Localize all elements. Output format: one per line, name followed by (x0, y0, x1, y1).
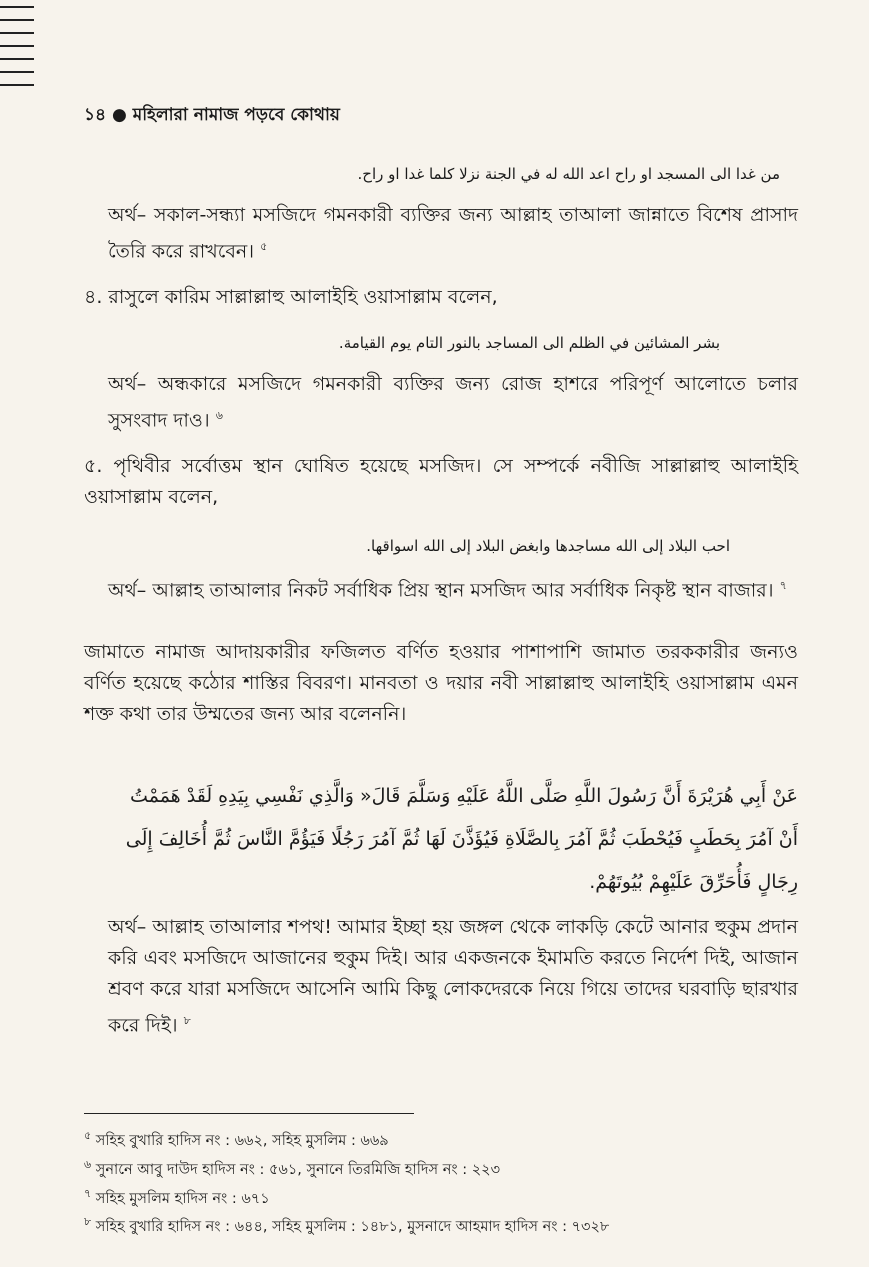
meaning-1 (108, 200, 798, 267)
arabic-quote-5: احب البلاد إلى الله مساجدها وابغض البلاد إلى الله اسواقها. (366, 537, 730, 555)
header-bullet: ● (111, 105, 127, 125)
meaning-label: অর্থ– (108, 373, 147, 395)
point-text: রাসুলে কারিম সাল্লাল্লাহু আলাইহি ওয়াসাল্লাম বলেন, (108, 286, 498, 308)
meaning-label: অর্থ– (108, 579, 147, 602)
hadith-meaning (108, 912, 798, 1041)
point-4 (84, 282, 798, 313)
page-number: ১৪ (84, 105, 107, 125)
footnote-ref: ৮ (183, 1014, 191, 1027)
meaning-4 (108, 369, 798, 436)
footnote: $^৮$ সহিহ বুখারি হাদিস নং : ৬৪৪, সহিহ মুসলিম : ১৪৮১, মুসনাদে আহমাদ হাদিস নং : ৭৩২৮ (84, 1215, 610, 1236)
footnote-ref: ৭ (779, 579, 787, 592)
header-title: মহিলারা নামাজ পড়বে কোথায় (132, 105, 340, 125)
meaning-text: অন্ধকারে মসজিদে গমনকারী ব্যক্তির জন্য রোজ হাশরে পরিপূর্ণ আলোতে চলার সুসংবাদ দাও। (108, 373, 798, 432)
point-text: পৃথিবীর সর্বোত্তম স্থান ঘোষিত হয়েছে মসজিদ। সে সম্পর্কে নবীজি সাল্লাল্লাহু আলাইহি ওয়াসাল্লাম বলেন, (84, 455, 798, 508)
body-paragraph: জামাতে নামাজ আদায়কারীর ফজিলত বর্ণিত হওয়ার পাশাপাশি জামাত তরককারীর জন্যও বর্ণিত হয়েছে কঠোর শাস্তির বিবরণ। মানবতা ও দয়ার নবী সাল্লাল্লাহু আলাইহি ওয়াসাল্লাম এমন শক্ত কথা তার উম্মতের জন্য আর বলেননি। (84, 641, 798, 725)
meaning-text: আল্লাহ তাআলার শপথ! আমার ইচ্ছা হয় জঙ্গল থেকে লাকড়ি কেটে আনার হুকুম প্রদান করি এবং মসজিদে আজানের হুকুম দিই। আর একজনকে ইমামতি করতে নির্দেশ দিই, আজান শ্রবণ করে যারা মসজিদে আসেনি আমি কিছু লোকদেরকে নিয়ে গিয়ে তাদের ঘরবাড়ি ছারখার করে দিই। (108, 916, 798, 1037)
running-header (84, 102, 340, 130)
point-5 (84, 451, 798, 513)
footnotes (84, 1124, 609, 1239)
footnote: $^৬$ সুনানে আবু দাউদ হাদিস নং : ৫৬১, সুনানে তিরমিজি হাদিস নং : ২২৩ (84, 1157, 500, 1178)
footnote-divider (84, 1113, 414, 1114)
point-label: ৪. (84, 286, 103, 308)
footnote: $^৫$ সহিহ বুখারি হাদিস নং : ৬৬২, সহিহ মুসলিম : ৬৬৯ (84, 1129, 389, 1149)
meaning-5 (108, 570, 798, 606)
meaning-text: আল্লাহ তাআলার নিকট সর্বাধিক প্রিয় স্থান মসজিদ আর সর্বাধিক নিকৃষ্ট স্থান বাজার। (152, 579, 774, 602)
margin-lines (0, 6, 34, 97)
meaning-label: অর্থ– (108, 916, 147, 938)
footnote-ref: ৬ (215, 409, 223, 422)
meaning-label: অর্থ– (108, 204, 147, 226)
footnote: $^৭$ সহিহ মুসলিম হাদিস নং : ৬৭১ (84, 1186, 270, 1207)
arabic-quote-4: بشر المشائين في الظلم الى المساجد بالنور التام يوم القيامة. (338, 334, 720, 352)
point-label: ৫. (84, 455, 103, 477)
hadith-arabic: عَنْ أَبِي هُرَيْرَةَ أَنَّ رَسُولَ اللَّهِ صَلَّى اللَّهُ عَلَيْهِ وَسَلَّمَ قَالَ« وَالَّذِي نَفْسِي بِيَدِهِ لَقَدْ هَمَمْتُ أَنْ آمُرَ بِحَطَبٍ فَيُحْطَبَ ثُمَّ آمُرَ بِالصَّلَاةِ فَيُؤَذَّنَ لَهَا ثُمَّ آمُرَ رَجُلًا فَيَؤُمَّ النَّاسَ ثُمَّ أُخَالِفَ إِلَى رِجَالٍ فَأُحَرِّقَ عَلَيْهِمْ بُيُوتَهُمْ. (125, 785, 798, 893)
arabic-quote-1: من غدا الى المسجد او راح اعد الله له في الجنة نزلا كلما غدا او راح. (357, 165, 780, 183)
footnote-ref: ৫ (260, 240, 268, 253)
meaning-text: সকাল-সন্ধ্যা মসজিদে গমনকারী ব্যক্তির জন্য আল্লাহ তাআলা জান্নাতে বিশেষ প্রাসাদ তৈরি করে রাখবেন। (108, 204, 799, 263)
